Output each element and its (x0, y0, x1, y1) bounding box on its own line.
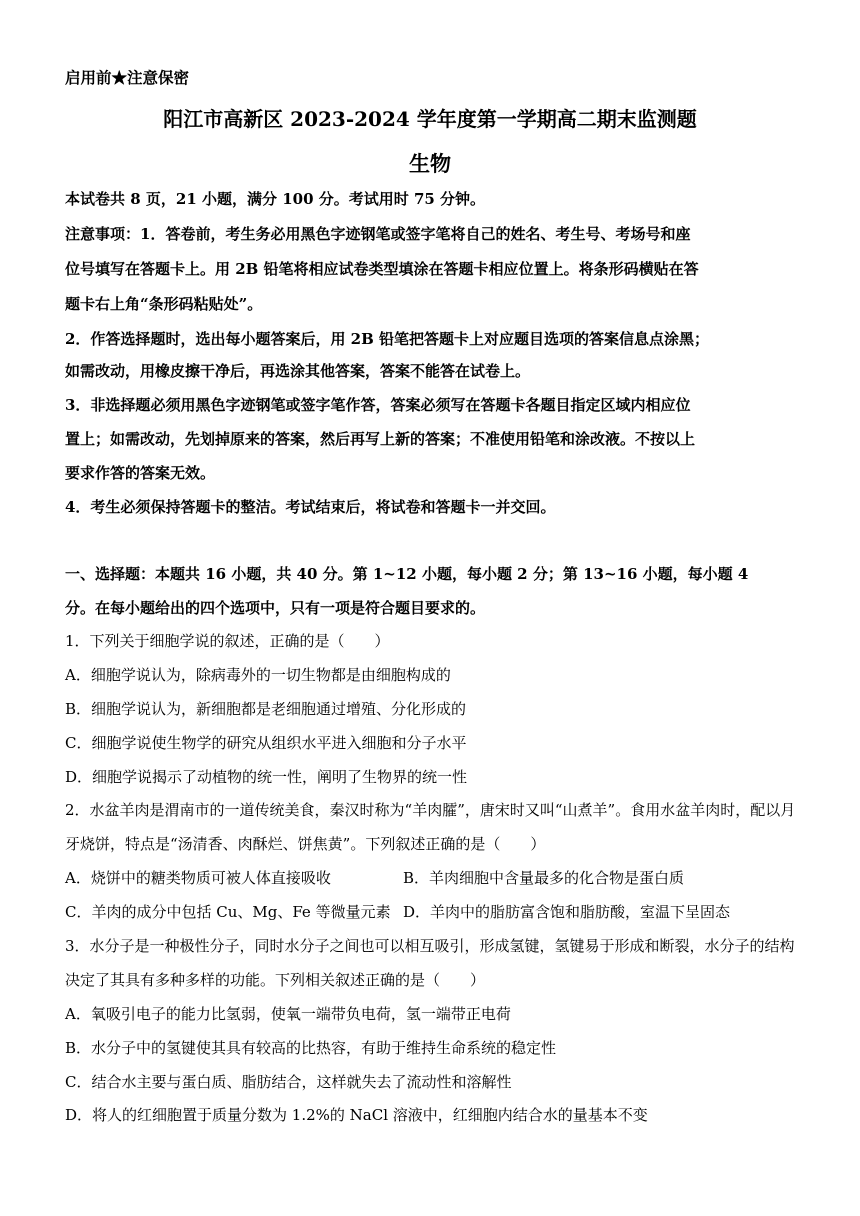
question-stem: 决定了其具有多种多样的功能。下列相关叙述正确的是（ ） (65, 971, 486, 989)
option-d: D．羊肉中的脂肪富含饱和脂肪酸，室温下呈固态 (403, 903, 731, 921)
option-b: B．水分子中的氢键使其具有较高的比热容，有助于维持生命系统的稳定性 (65, 1039, 557, 1057)
note-line: 4．考生必须保持答题卡的整洁。考试结束后，将试卷和答题卡一并交回。 (65, 498, 556, 516)
option-a: A．细胞学说认为，除病毒外的一切生物都是由细胞构成的 (65, 666, 451, 684)
option-c: C．羊肉的成分中包括 Cu、Mg、Fe 等微量元素 (65, 903, 391, 921)
confidential-mark: 启用前★注意保密 (65, 68, 190, 87)
option-b: B．细胞学说认为，新细胞都是老细胞通过增殖、分化形成的 (65, 700, 467, 718)
question-stem: 2．水盆羊肉是渭南市的一道传统美食，秦汉时称为“羊肉臛”，唐宋时又叫“山煮羊”。食用水盆羊肉时，配以月 (65, 801, 796, 819)
section-heading: 一、选择题：本题共 16 小题，共 40 分。第 1~12 小题，每小题 2 分；第 13~16 小题，每小题 4 (65, 565, 749, 583)
option-c: C．结合水主要与蛋白质、脂肪结合，这样就失去了流动性和溶解性 (65, 1073, 512, 1091)
note-line: 2．作答选择题时，选出每小题答案后，用 2B 铅笔把答题卡上对应题目选项的答案信息点涂黑； (65, 330, 710, 348)
option-a: A．氧吸引电子的能力比氢弱，使氧一端带负电荷，氢一端带正电荷 (65, 1005, 511, 1023)
note-line: 注意事项：1．答卷前，考生务必用黑色字迹钢笔或签字笔将自己的姓名、考生号、考场号和座 (65, 225, 691, 243)
note-line: 如需改动，用橡皮擦干净后，再选涂其他答案，答案不能答在试卷上。 (65, 362, 531, 380)
exam-title: 阳江市高新区 2023-2024 学年度第一学期高二期末监测题 (163, 107, 697, 131)
question-stem: 牙烧饼，特点是“汤清香、肉酥烂、饼焦黄”。下列叙述正确的是（ ） (65, 835, 546, 853)
section-heading: 分。在每小题给出的四个选项中，只有一项是符合题目要求的。 (65, 599, 486, 617)
note-line: 题卡右上角“条形码粘贴处”。 (65, 295, 263, 313)
option-d: D．将人的红细胞置于质量分数为 1.2%的 NaCl 溶液中，红细胞内结合水的量基本不变 (65, 1106, 648, 1124)
option-d: D．细胞学说揭示了动植物的统一性，阐明了生物界的统一性 (65, 768, 468, 786)
option-a: A．烧饼中的糖类物质可被人体直接吸收 (65, 869, 331, 887)
note-line: 要求作答的答案无效。 (65, 464, 216, 482)
question-stem: 1．下列关于细胞学说的叙述，正确的是（ ） (65, 632, 390, 650)
question-stem: 3．水分子是一种极性分子，同时水分子之间也可以相互吸引，形成氢键，氢键易于形成和断裂，水分子的结构 (65, 937, 795, 955)
note-line: 3．非选择题必须用黑色字迹钢笔或签字笔作答，答案必须写在答题卡各题目指定区域内相应位 (65, 396, 691, 414)
exam-summary: 本试卷共 8 页，21 小题，满分 100 分。考试用时 75 分钟。 (65, 190, 486, 208)
subject-title: 生物 (409, 151, 451, 176)
note-line: 位号填写在答题卡上。用 2B 铅笔将相应试卷类型填涂在答题卡相应位置上。将条形码横贴在答 (65, 260, 699, 278)
option-b: B．羊肉细胞中含量最多的化合物是蛋白质 (403, 869, 685, 887)
note-line: 置上；如需改动，先划掉原来的答案，然后再写上新的答案；不准使用铅笔和涂改液。不按以上 (65, 430, 696, 448)
option-c: C．细胞学说使生物学的研究从组织水平进入细胞和分子水平 (65, 734, 467, 752)
